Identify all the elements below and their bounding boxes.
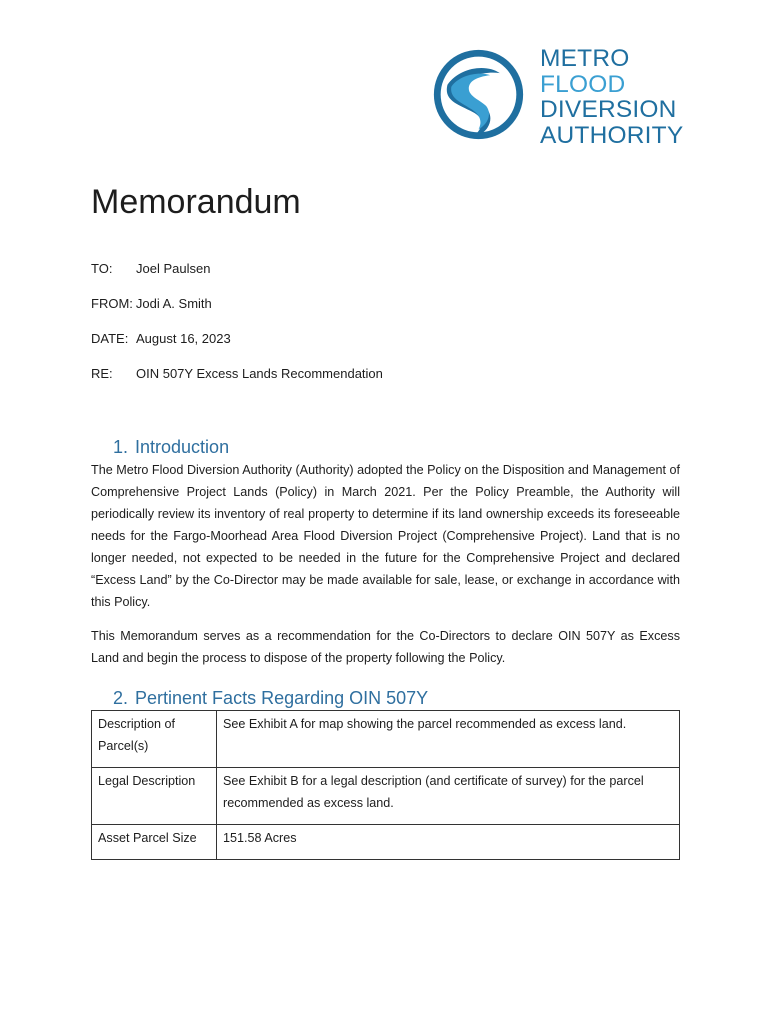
re-value: OIN 507Y Excess Lands Recommendation bbox=[136, 366, 383, 381]
section-title: Introduction bbox=[135, 437, 230, 457]
table-cell-label: Legal Description bbox=[92, 768, 217, 825]
organization-logo bbox=[430, 45, 684, 151]
date-label: DATE: bbox=[91, 331, 129, 346]
section-number: 1. bbox=[113, 437, 129, 457]
logo-line-authority: AUTHORITY bbox=[540, 121, 684, 149]
re-label: RE: bbox=[91, 366, 113, 381]
table-cell-value: See Exhibit A for map showing the parcel recommended as excess land. bbox=[217, 711, 680, 768]
memo-from-line bbox=[91, 296, 212, 311]
logo-line-flood: FLOOD bbox=[540, 70, 626, 98]
introduction-paragraph-1: The Metro Flood Diversion Authority (Authority) adopted the Policy on the Disposition and Management of Comprehensive Project Lands (Policy) in March 2021. Per the Policy Preamble, the Authority will periodically review its inventory of real property to determine if its land ownership exceeds its foreseeable needs for the Fargo-Moorhead Area Flood Diversion Project (Comprehensive Project). Land that is no longer needed, not expected to be needed in the future for the Comprehensive Project and declared “Excess Land” by the Co-Director may be made available for sale, lease, or exchange in accordance with this Policy. bbox=[91, 463, 680, 609]
introduction-paragraph-2: This Memorandum serves as a recommendation for the Co-Directors to declare OIN 507Y as Excess Land and begin the process to dispose of the property following the Policy. bbox=[91, 629, 680, 665]
river-swoosh-logo-icon bbox=[430, 46, 527, 143]
section-number: 2. bbox=[113, 688, 129, 708]
section-heading-introduction bbox=[113, 437, 229, 458]
section-heading-pertinent-facts bbox=[113, 688, 428, 709]
logo-wordmark bbox=[540, 46, 683, 148]
pertinent-facts-table bbox=[91, 710, 680, 860]
table-cell-value: 151.58 Acres bbox=[217, 825, 680, 860]
table-row bbox=[92, 825, 680, 860]
from-value: Jodi A. Smith bbox=[135, 296, 212, 311]
section-title: Pertinent Facts Regarding OIN 507Y bbox=[135, 688, 429, 708]
table-row bbox=[92, 768, 680, 825]
table-cell-value: See Exhibit B for a legal description (and certificate of survey) for the parcel recommended as excess land. bbox=[217, 768, 680, 825]
from-label: FROM: bbox=[91, 296, 133, 311]
memo-to-line bbox=[91, 261, 210, 276]
to-value: Joel Paulsen bbox=[136, 261, 211, 276]
memo-date-line bbox=[91, 331, 231, 346]
to-label: TO: bbox=[91, 261, 113, 276]
memo-re-line bbox=[91, 366, 383, 381]
date-value: August 16, 2023 bbox=[136, 331, 231, 346]
logo-line-diversion: DIVERSION bbox=[540, 96, 677, 123]
table-cell-label: Description of Parcel(s) bbox=[92, 711, 217, 768]
table-cell-label: Asset Parcel Size bbox=[92, 825, 217, 860]
logo-line-metro: METRO bbox=[540, 45, 630, 72]
document-title: Memorandum bbox=[91, 183, 301, 221]
table-row bbox=[92, 711, 680, 768]
